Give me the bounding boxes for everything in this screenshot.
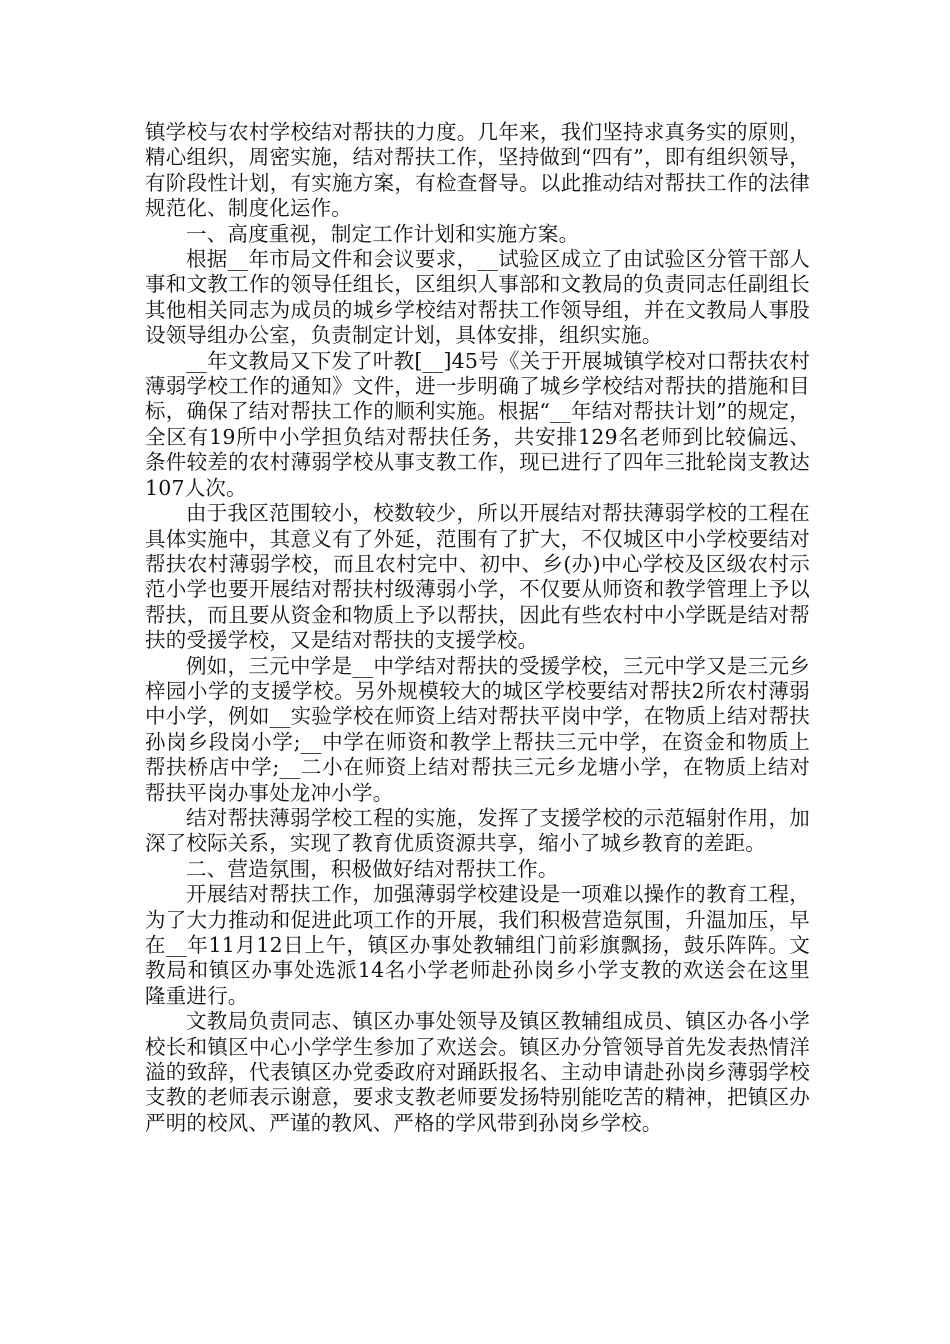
document-body [145, 120, 810, 1136]
paragraph-1: 镇学校与农村学校结对帮扶的力度。几年来，我们坚持求真务实的原则，精心组织，周密实施，结对帮扶工作，坚持做到“四有”，即有组织领导，有阶段性计划，有实施方案，有检查督导。以此推动结对帮扶工作的法律规范化、制度化运作。 [145, 120, 810, 221]
paragraph-6: 例如，三元中学是__中学结对帮扶的受援学校，三元中学又是三元乡梓园小学的支援学校。另外规模较大的城区学校要结对帮扶2所农村薄弱中小学，例如__实验学校在师资上结对帮扶平岗中学，在物质上结对帮扶孙岗乡段岗小学;__中学在师资和教学上帮扶三元中学，在资金和物质上帮扶桥店中学;__二小在师资上结对帮扶三元乡龙塘小学，在物质上结对帮扶平岗办事处龙冲小学。 [145, 653, 810, 805]
paragraph-7: 结对帮扶薄弱学校工程的实施，发挥了支援学校的示范辐射作用，加深了校际关系，实现了教育优质资源共享，缩小了城乡教育的差距。 [145, 805, 810, 856]
section-heading-1: 一、高度重视，制定工作计划和实施方案。 [186, 221, 580, 246]
paragraph-3: 根据__年市局文件和会议要求，__试验区成立了由试验区分管干部人事和文教工作的领导任组长，区组织人事部和文教局的负责同志任副组长其他相关同志为成员的城乡学校结对帮扶工作领导组，并在文教局人事股设领导组办公室，负责制定计划，具体安排，组织实施。 [145, 247, 810, 348]
paragraph-5: 由于我区范围较小，校数较少，所以开展结对帮扶薄弱学校的工程在具体实施中，其意义有了外延，范围有了扩大，不仅城区中小学校要结对帮扶农村薄弱学校，而且农村完中、初中、乡(办)中心学校及区级农村示范小学也要开展结对帮扶村级薄弱小学，不仅要从师资和教学管理上予以帮扶，而且要从资金和物质上予以帮扶，因此有些农村中小学既是结对帮扶的受援学校，又是结对帮扶的支援学校。 [145, 501, 810, 653]
paragraph-10: 文教局负责同志、镇区办事处领导及镇区教辅组成员、镇区办各小学校长和镇区中心小学学生参加了欢送会。镇区办分管领导首先发表热情洋溢的致辞，代表镇区办党委政府对踊跃报名、主动申请赴孙岗乡薄弱学校支教的老师表示谢意，要求支教老师要发扬特别能吃苦的精神，把镇区办严明的校风、严谨的教风、严格的学风带到孙岗乡学校。 [145, 1009, 810, 1135]
section-heading-2: 二、营造氛围，积极做好结对帮扶工作。 [186, 856, 559, 881]
paragraph-9: 开展结对帮扶工作，加强薄弱学校建设是一项难以操作的教育工程，为了大力推动和促进此项工作的开展，我们积极营造氛围，升温加压，早在__年11月12日上午，镇区办事处教辅组门前彩旗飘扬，鼓乐阵阵。文教局和镇区办事处选派14名小学老师赴孙岗乡小学支教的欢送会在这里隆重进行。 [145, 882, 810, 1008]
paragraph-4: __年文教局又下发了叶教[__]45号《关于开展城镇学校对口帮扶农村薄弱学校工作的通知》文件，进一步明确了城乡学校结对帮扶的措施和目标，确保了结对帮扶工作的顺利实施。根据“__年结对帮扶计划”的规定，全区有19所中小学担负结对帮扶任务，共安排129名老师到比较偏远、条件较差的农村薄弱学校从事支教工作，现已进行了四年三批轮岗支教达107人次。 [145, 348, 810, 500]
